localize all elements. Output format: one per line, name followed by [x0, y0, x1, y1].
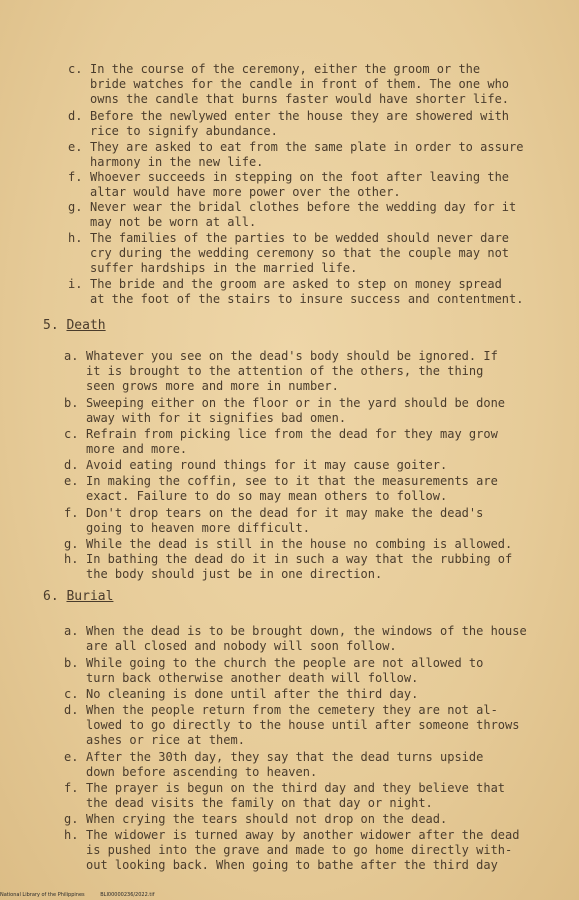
- item-line: lowed to go directly to the house until after someone throws: [86, 718, 520, 732]
- item-label: f.: [64, 781, 79, 795]
- item-line: The widower is turned away by another widower after the dead: [86, 828, 520, 842]
- item-line: Don't drop tears on the dead for it may make the dead's: [86, 506, 484, 520]
- item-line: suffer hardships in the married life.: [90, 261, 358, 275]
- item-line: bride watches for the candle in front of them. The one who: [90, 77, 510, 91]
- item-line: away with for it signifies bad omen.: [86, 411, 347, 425]
- item-line: the dead visits the family on that day or night.: [86, 796, 433, 810]
- item-line: altar would have more power over the other.: [90, 185, 401, 199]
- item-line: They are asked to eat from the same plate in order to assure: [90, 140, 524, 154]
- item-line: While going to the church the people are not allowed to: [86, 656, 484, 670]
- list-item-h: [68, 231, 509, 276]
- item-line: may not be worn at all.: [90, 215, 257, 229]
- item-label: b.: [64, 396, 79, 410]
- list-item-d: [64, 458, 447, 473]
- item-line: When the dead is to be brought down, the windows of the house: [86, 624, 527, 638]
- item-line: Whatever you see on the dead's body should be ignored. If: [86, 349, 498, 363]
- item-label: c.: [64, 427, 79, 441]
- section-number: 5.: [43, 318, 59, 333]
- footer-file: BLI00000236/2022.tif: [100, 892, 155, 898]
- item-line: it is brought to the attention of the others, the thing: [86, 364, 484, 378]
- item-label: e.: [64, 474, 79, 488]
- footer-library: National Library of the Philippines: [0, 892, 85, 898]
- item-label: g.: [68, 200, 83, 214]
- list-item-g: [68, 200, 516, 230]
- list-item-e: [64, 474, 498, 504]
- section-title: Death: [66, 318, 106, 333]
- item-label: a.: [64, 624, 79, 638]
- list-item-e: [64, 750, 483, 780]
- list-item-h: [64, 828, 519, 873]
- item-label: h.: [68, 231, 83, 245]
- item-label: e.: [68, 140, 83, 154]
- item-line: In making the coffin, see to it that the measurements are: [86, 474, 498, 488]
- item-line: ashes or rice at them.: [86, 733, 245, 747]
- item-label: g.: [64, 537, 79, 551]
- list-item-a: [64, 349, 498, 394]
- list-item-f: [64, 506, 483, 536]
- list-item-h: [64, 552, 512, 582]
- item-line: owns the candle that burns faster would have shorter life.: [90, 92, 510, 106]
- scan-footer: [0, 892, 168, 898]
- item-label: a.: [64, 349, 79, 363]
- item-line: Never wear the bridal clothes before the wedding day for it: [90, 200, 517, 214]
- item-line: out looking back. When going to bathe after the third day: [86, 858, 498, 872]
- item-line: the body should just be in one direction.: [86, 567, 383, 581]
- section-number: 6.: [43, 589, 59, 604]
- section-heading-death: [43, 318, 106, 333]
- list-item-c: [68, 62, 509, 107]
- item-line: The bride and the groom are asked to step on money spread: [90, 277, 502, 291]
- list-item-g: [64, 812, 447, 827]
- item-line: more and more.: [86, 442, 188, 456]
- item-label: d.: [64, 703, 79, 717]
- item-line: Sweeping either on the floor or in the yard should be done: [86, 396, 506, 410]
- item-line: are all closed and nobody will soon follow.: [86, 639, 397, 653]
- item-line: Refrain from picking lice from the dead for they may grow: [86, 427, 498, 441]
- item-label: c.: [64, 687, 79, 701]
- item-line: rice to signify abundance.: [90, 124, 278, 138]
- item-line: In bathing the dead do it in such a way that the rubbing of: [86, 552, 513, 566]
- list-item-b: [64, 396, 505, 426]
- item-label: f.: [68, 170, 83, 184]
- section-heading-burial: [43, 589, 113, 604]
- item-line: going to heaven more difficult.: [86, 521, 310, 535]
- item-label: g.: [64, 812, 79, 826]
- item-line: In the course of the ceremony, either the groom or the: [90, 62, 481, 76]
- item-line: No cleaning is done until after the third day.: [86, 687, 419, 701]
- item-label: c.: [68, 62, 83, 76]
- item-line: Before the newlywed enter the house they are showered with: [90, 109, 510, 123]
- item-line: at the foot of the stairs to insure success and contentment.: [90, 292, 524, 306]
- item-label: b.: [64, 656, 79, 670]
- list-item-f: [68, 170, 509, 200]
- item-line: The prayer is begun on the third day and they believe that: [86, 781, 506, 795]
- item-line: seen grows more and more in number.: [86, 379, 339, 393]
- item-line: exact. Failure to do so may mean others to follow.: [86, 489, 448, 503]
- list-item-f: [64, 781, 505, 811]
- item-line: harmony in the new life.: [90, 155, 264, 169]
- item-label: h.: [64, 828, 79, 842]
- item-line: After the 30th day, they say that the dead turns upside: [86, 750, 484, 764]
- item-line: turn back otherwise another death will follow.: [86, 671, 419, 685]
- list-item-c: [64, 427, 498, 457]
- section-title: Burial: [66, 589, 114, 604]
- item-label: d.: [68, 109, 83, 123]
- item-line: When the people return from the cemetery they are not al-: [86, 703, 498, 717]
- list-item-g: [64, 537, 512, 552]
- item-label: d.: [64, 458, 79, 472]
- list-item-d: [68, 109, 509, 139]
- item-label: e.: [64, 750, 79, 764]
- list-item-c: [64, 687, 418, 702]
- item-line: down before ascending to heaven.: [86, 765, 318, 779]
- list-item-e: [68, 140, 523, 170]
- item-label: f.: [64, 506, 79, 520]
- item-label: i.: [68, 277, 83, 291]
- item-line: cry during the wedding ceremony so that the couple may not: [90, 246, 510, 260]
- list-item-i: [68, 277, 523, 307]
- item-line: When crying the tears should not drop on the dead.: [86, 812, 448, 826]
- item-line: Avoid eating round things for it may cause goiter.: [86, 458, 448, 472]
- list-item-b: [64, 656, 483, 686]
- item-line: While the dead is still in the house no combing is allowed.: [86, 537, 513, 551]
- item-line: Whoever succeeds in stepping on the foot after leaving the: [90, 170, 510, 184]
- list-item-d: [64, 703, 519, 748]
- item-line: is pushed into the grave and made to go home directly with-: [86, 843, 513, 857]
- list-item-a: [64, 624, 527, 654]
- item-line: The families of the parties to be wedded should never dare: [90, 231, 510, 245]
- item-label: h.: [64, 552, 79, 566]
